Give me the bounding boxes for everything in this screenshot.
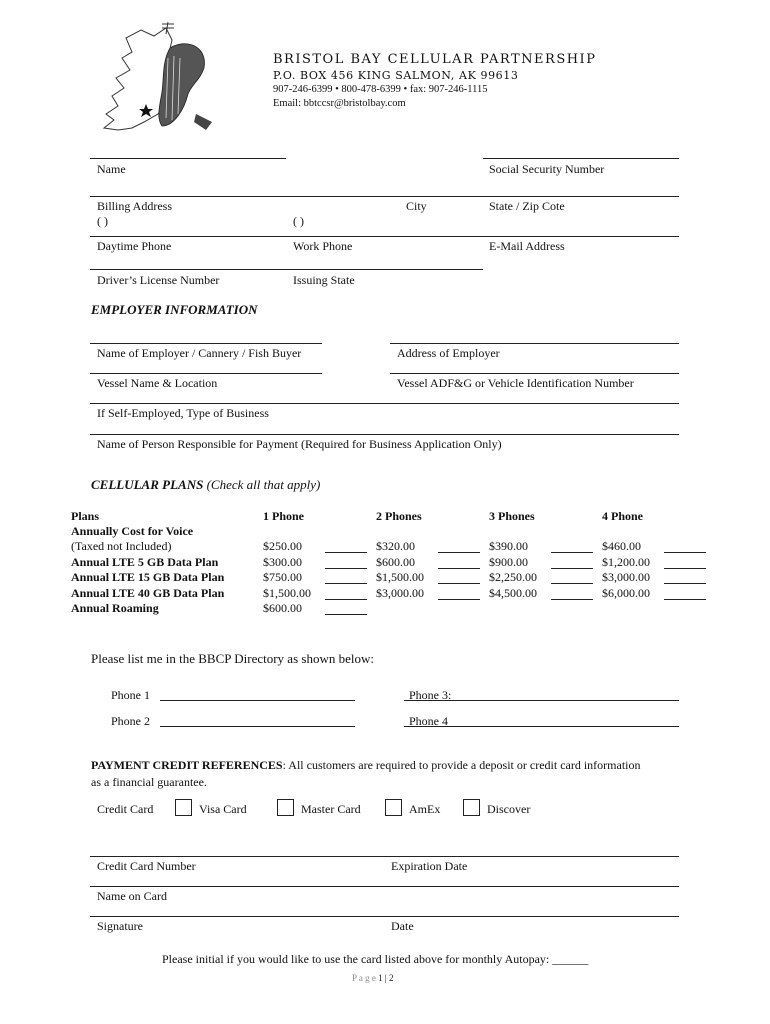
plan-selection-blank[interactable]: [325, 599, 367, 600]
phone4-label: Phone 4: [409, 714, 448, 728]
page-number: 1 | 2: [378, 973, 394, 983]
city-label: City: [406, 199, 427, 213]
company-name: BRISTOL BAY CELLULAR PARTNERSHIP: [273, 52, 597, 67]
plan-price: $460.00: [602, 539, 641, 553]
employer-address-label: Address of Employer: [397, 346, 500, 360]
payment-heading: PAYMENT CREDIT REFERENCES: [91, 758, 283, 772]
card-number-line[interactable]: [90, 856, 679, 857]
plan-row-label: (Taxed not Included): [71, 539, 172, 553]
discover-checkbox[interactable]: [463, 799, 480, 816]
daytime-area-code: ( ): [97, 214, 108, 228]
date-label: Date: [391, 919, 414, 933]
vessel-id-line[interactable]: [390, 373, 679, 374]
employer-name-line[interactable]: [90, 343, 322, 344]
phone2-input-line[interactable]: [160, 726, 355, 727]
email-label: E-Mail Address: [489, 239, 565, 253]
plan-selection-blank[interactable]: [551, 599, 593, 600]
discover-label: Discover: [487, 802, 531, 816]
expiration-label: Expiration Date: [391, 859, 468, 873]
plan-row-label: Annual LTE 5 GB Data Plan: [71, 554, 219, 569]
col-4-phone: 4 Phone: [602, 509, 644, 523]
plan-price: $320.00: [376, 539, 415, 553]
vessel-id-label: Vessel ADF&G or Vehicle Identification Number: [397, 376, 634, 390]
plan-selection-blank[interactable]: [438, 568, 480, 569]
plan-price: $600.00: [376, 554, 415, 569]
license-line[interactable]: [90, 269, 483, 270]
billing-address-line[interactable]: [90, 196, 679, 197]
autopay-text: Please initial if you would like to use the card listed above for monthly Autopay: ______: [162, 952, 589, 966]
plan-price: $390.00: [489, 539, 528, 553]
vessel-name-line[interactable]: [90, 373, 322, 374]
plan-price: $300.00: [263, 554, 302, 569]
self-employed-line[interactable]: [90, 403, 679, 404]
phone1-input-line[interactable]: [160, 700, 355, 701]
work-area-code: ( ): [293, 214, 304, 228]
plan-row-label: Annual Roaming: [71, 601, 159, 616]
plan-price: $1,200.00: [602, 554, 650, 569]
employer-address-line[interactable]: [390, 343, 679, 344]
plan-selection-blank[interactable]: [551, 552, 593, 553]
plan-row-label: Annual LTE 40 GB Data Plan: [71, 585, 225, 600]
phone3-label: Phone 3:: [409, 688, 452, 702]
name-on-card-line[interactable]: [90, 886, 679, 887]
directory-intro: Please list me in the BBCP Directory as shown below:: [91, 651, 374, 666]
amex-checkbox[interactable]: [385, 799, 402, 816]
plan-selection-blank[interactable]: [325, 552, 367, 553]
payment-text: : All customers are required to provide a deposit or credit card information: [282, 758, 641, 772]
mastercard-checkbox[interactable]: [277, 799, 294, 816]
plan-price: $3,000.00: [602, 570, 650, 585]
col-1-phone: 1 Phone: [263, 509, 305, 523]
responsible-person-line[interactable]: [90, 434, 679, 435]
billing-address-label: Billing Address: [97, 199, 173, 213]
phone4-input-line[interactable]: [404, 726, 679, 727]
visa-checkbox[interactable]: [175, 799, 192, 816]
plan-selection-blank[interactable]: [325, 568, 367, 569]
plan-selection-blank[interactable]: [325, 614, 367, 615]
plan-price: $2,250.00: [489, 570, 537, 585]
plan-price: $600.00: [263, 601, 302, 616]
plans-column-header: Plans: [71, 509, 100, 523]
signature-label: Signature: [97, 919, 143, 933]
daytime-phone-label: Daytime Phone: [97, 239, 172, 253]
page-footer: [352, 973, 393, 983]
plan-selection-blank[interactable]: [438, 583, 480, 584]
employer-name-label: Name of Employer / Cannery / Fish Buyer: [97, 346, 302, 360]
col-3-phones: 3 Phones: [489, 509, 535, 523]
company-phones: 907-246-6399 • 800-478-6399 • fax: 907-246-1115: [273, 84, 488, 95]
ssn-field-line[interactable]: [483, 158, 679, 159]
company-address: P.O. BOX 456 KING SALMON, AK 99613: [273, 69, 519, 82]
plan-selection-blank[interactable]: [438, 552, 480, 553]
name-label: Name: [97, 162, 126, 176]
work-phone-label: Work Phone: [293, 239, 353, 253]
vessel-name-label: Vessel Name & Location: [97, 376, 218, 390]
name-field-line[interactable]: [90, 158, 286, 159]
phone3-input-line[interactable]: [404, 700, 679, 701]
plans-heading: CELLULAR PLANS: [91, 477, 204, 492]
page-word: P a g e: [352, 973, 376, 983]
phone2-label: Phone 2: [111, 714, 150, 728]
ssn-label: Social Security Number: [489, 162, 605, 176]
drivers-license-label: Driver’s License Number: [97, 273, 220, 287]
company-logo: [96, 18, 226, 136]
phone-line[interactable]: [90, 236, 679, 237]
state-zip-label: State / Zip Cote: [489, 199, 565, 213]
company-email: Email: bbtccsr@bristolbay.com: [273, 98, 406, 109]
plan-selection-blank[interactable]: [551, 583, 593, 584]
voice-label: Annually Cost for Voice: [71, 524, 194, 538]
plan-price: $750.00: [263, 570, 302, 585]
credit-card-label: Credit Card: [97, 802, 154, 816]
amex-label: AmEx: [409, 802, 441, 816]
name-on-card-label: Name on Card: [97, 889, 167, 903]
payment-text-line2: as a financial guarantee.: [91, 775, 207, 789]
visa-label: Visa Card: [199, 802, 247, 816]
plan-selection-blank[interactable]: [664, 552, 706, 553]
card-number-label: Credit Card Number: [97, 859, 196, 873]
plan-selection-blank[interactable]: [438, 599, 480, 600]
plan-price: $6,000.00: [602, 585, 650, 600]
plans-heading-note: (Check all that apply): [206, 477, 321, 492]
plan-selection-blank[interactable]: [551, 568, 593, 569]
plan-price: $4,500.00: [489, 585, 537, 600]
plan-selection-blank[interactable]: [664, 568, 706, 569]
employer-heading: EMPLOYER INFORMATION: [91, 302, 258, 317]
issuing-state-label: Issuing State: [293, 273, 355, 287]
responsible-person-label: Name of Person Responsible for Payment (Required for Business Application Only): [97, 437, 502, 451]
mastercard-label: Master Card: [301, 802, 361, 816]
plan-price: $1,500.00: [376, 570, 424, 585]
signature-line[interactable]: [90, 916, 679, 917]
plans-heading-wrap: [91, 477, 320, 493]
phone1-label: Phone 1: [111, 688, 150, 702]
plan-row-label: Annual LTE 15 GB Data Plan: [71, 570, 225, 585]
self-employed-label: If Self-Employed, Type of Business: [97, 406, 269, 420]
plan-price: $1,500.00: [263, 585, 311, 600]
plan-selection-blank[interactable]: [325, 583, 367, 584]
plan-price: $3,000.00: [376, 585, 424, 600]
plan-selection-blank[interactable]: [664, 599, 706, 600]
plan-price: $900.00: [489, 554, 528, 569]
plan-price: $250.00: [263, 539, 302, 553]
payment-text-line1: [91, 758, 641, 773]
plan-selection-blank[interactable]: [664, 583, 706, 584]
col-2-phones: 2 Phones: [376, 509, 422, 523]
